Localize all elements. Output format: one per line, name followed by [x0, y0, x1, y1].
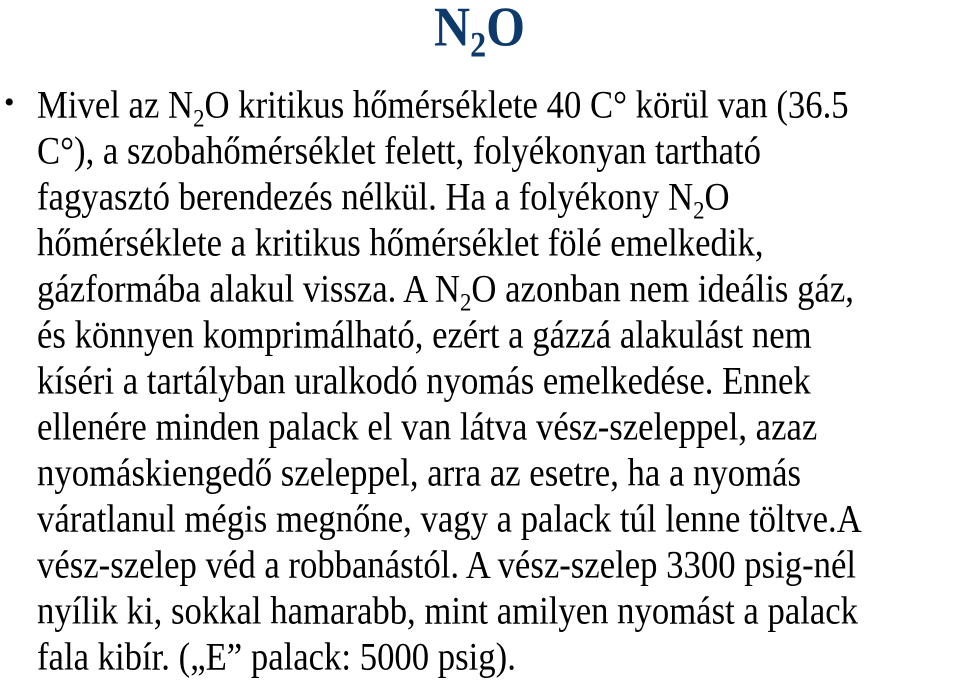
text-line — [37, 125, 959, 177]
bullet-paragraph — [37, 82, 959, 680]
subscript: 2 — [693, 195, 705, 224]
text-line — [37, 355, 959, 407]
text: gázformába alakul vissza. A N — [37, 266, 461, 311]
title-subscript: 2 — [470, 24, 487, 65]
text: vész-szelep véd a robbanástól. A vész-szelep 3300 psig-nél — [37, 542, 857, 587]
text: fala kibír. („E” palack: 5000 psig). — [37, 634, 516, 679]
text-line — [37, 401, 959, 453]
text-line — [37, 79, 959, 131]
text: és könnyen komprimálható, ezért a gázzá alakulást nem — [37, 312, 812, 357]
text-line — [37, 493, 959, 545]
text: nyomáskiengedő szeleppel, arra az esetre, ha a nyomás — [37, 450, 802, 495]
text: Mivel az N — [37, 82, 194, 127]
text-line — [37, 585, 959, 637]
text: kíséri a tartályban uralkodó nyomás emelkedése. Ennek — [37, 358, 811, 403]
slide-title — [0, 0, 959, 66]
text: ellenére minden palack el van látva vész-szeleppel, azaz — [37, 404, 818, 449]
subscript: 2 — [193, 103, 205, 132]
text: O — [704, 174, 730, 219]
title-text-end: O — [486, 0, 525, 58]
text-line — [37, 447, 959, 499]
text-line — [37, 309, 959, 361]
text: hőmérséklete a kritikus hőmérséklet fölé emelkedik, — [37, 220, 764, 265]
text: O kritikus hőmérséklete 40 C° körül van (36.5 — [204, 82, 849, 127]
bullet-icon: • — [4, 86, 15, 119]
text: váratlanul mégis megnőne, vagy a palack túl lenne töltve.A — [37, 496, 862, 541]
text-line — [37, 217, 959, 269]
text: O azonban nem ideális gáz, — [471, 266, 854, 311]
text: C°), a szobahőmérséklet felett, folyékonyan tartható — [37, 128, 761, 173]
text: nyílik ki, sokkal hamarabb, mint amilyen nyomást a palack — [37, 588, 859, 633]
text-line — [37, 539, 959, 591]
text-line — [37, 631, 959, 683]
text-line — [37, 263, 959, 315]
title-text: N — [433, 0, 471, 58]
text-line — [37, 171, 959, 223]
subscript: 2 — [460, 287, 472, 316]
text: fagyasztó berendezés nélkül. Ha a folyékony N — [37, 174, 694, 219]
